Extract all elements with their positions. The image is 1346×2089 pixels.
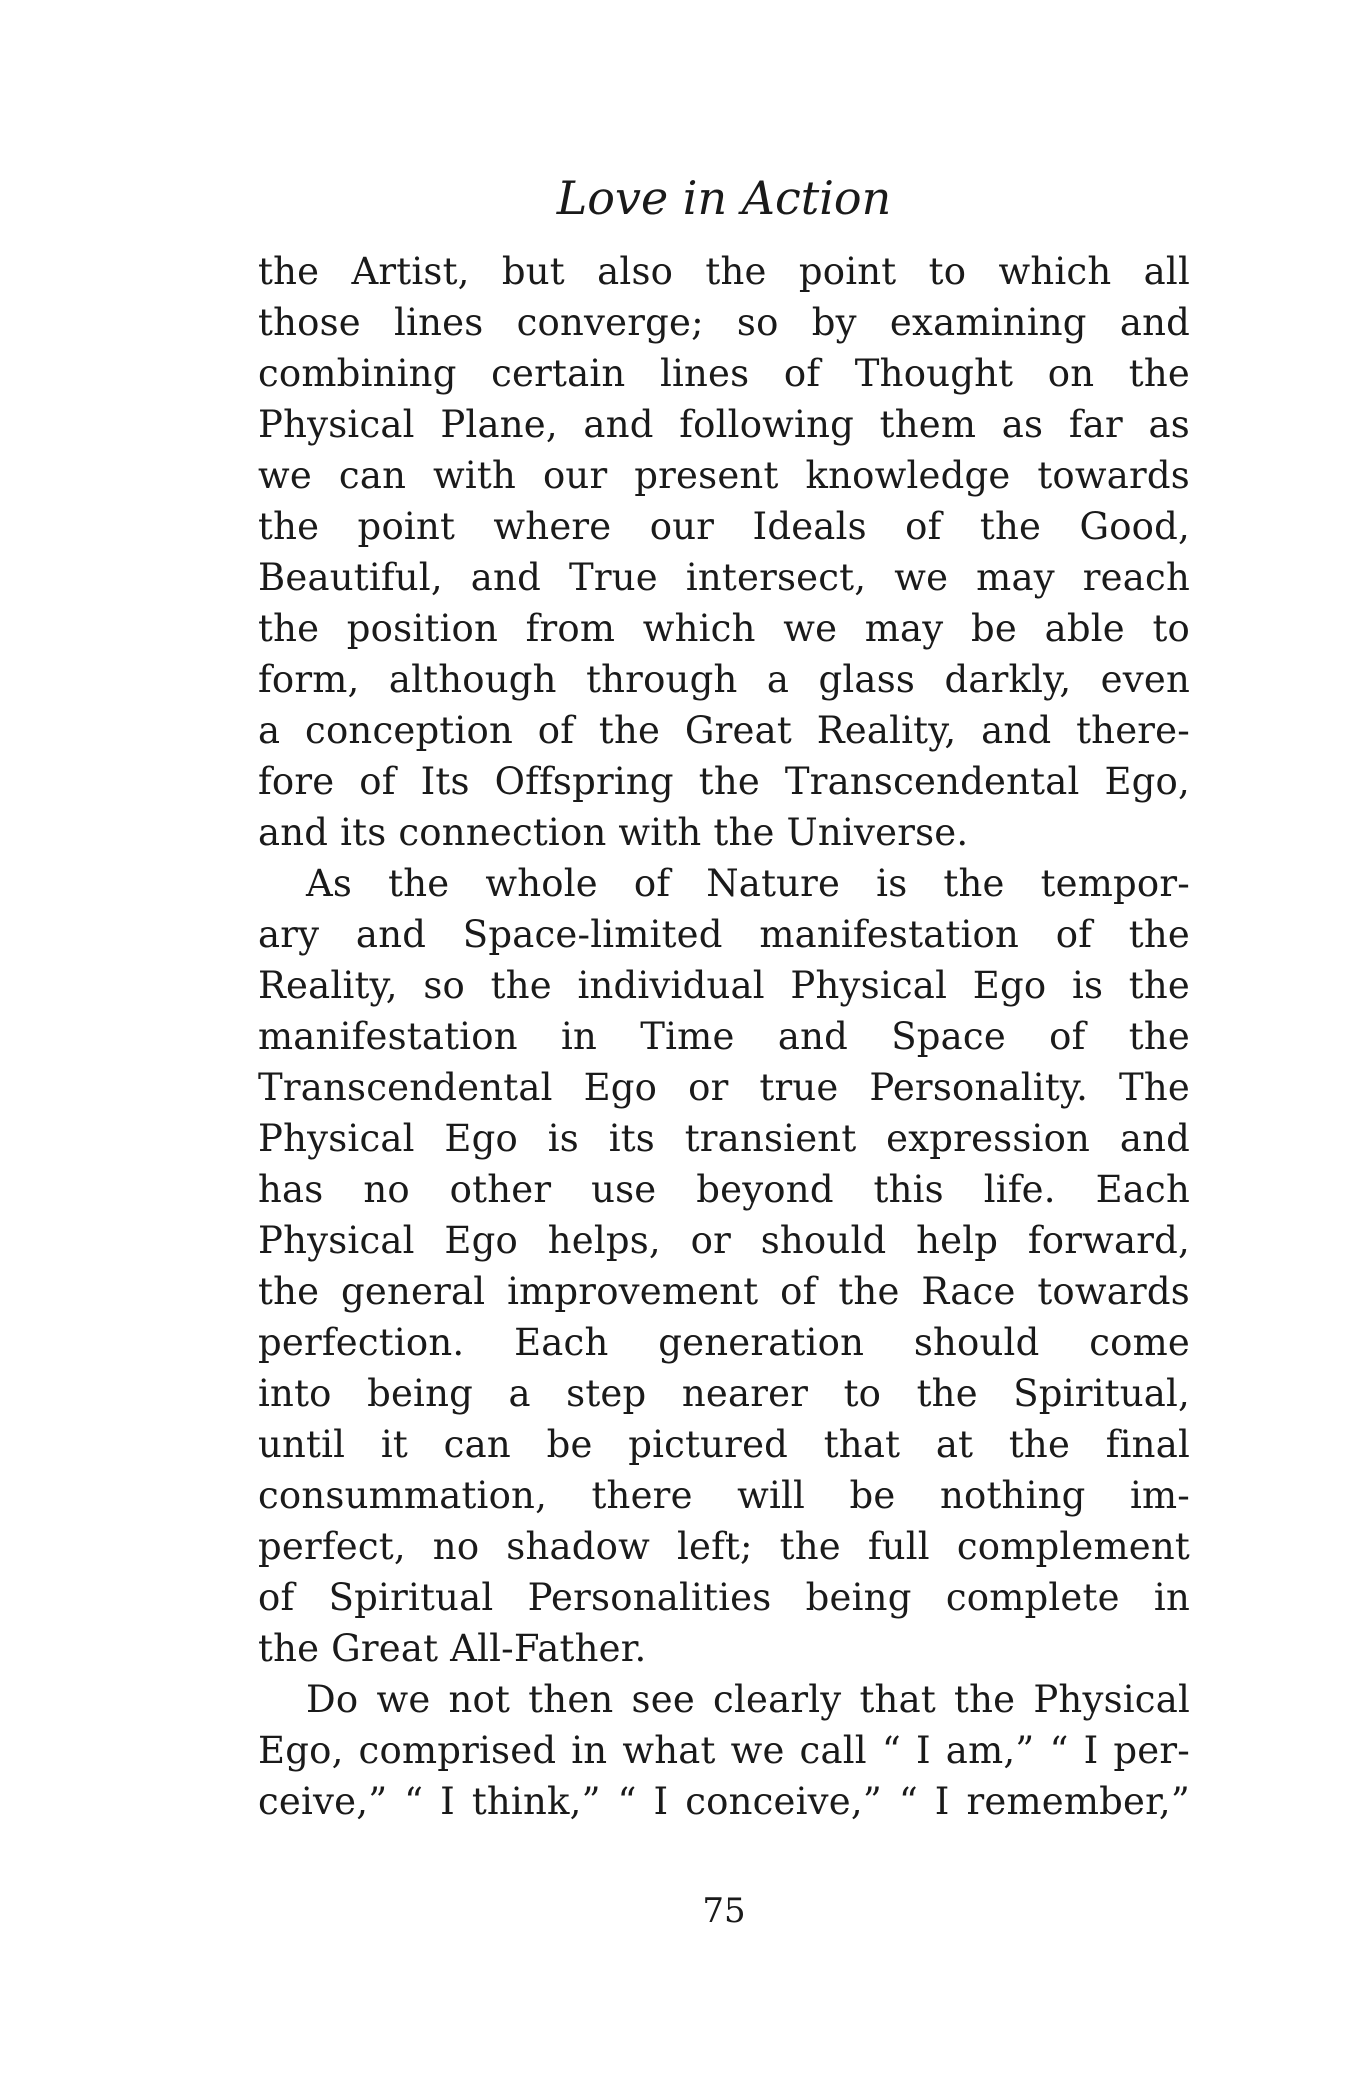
text-line: until it can be pictured that at the final [258, 1423, 1190, 1466]
text-line: Physical Ego is its transient expression and [258, 1117, 1190, 1160]
text-line: the general improvement of the Race towards [258, 1270, 1190, 1313]
body-text [258, 246, 1190, 1827]
page-number: 75 [702, 1891, 746, 1931]
text-line: fore of Its Offspring the Transcendental Ego, [258, 760, 1190, 803]
text-line: Physical Ego helps, or should help forward, [258, 1219, 1190, 1262]
text-line: ary and Space-limited manifestation of the [258, 913, 1190, 956]
text-line: Physical Plane, and following them as far as [258, 403, 1190, 446]
text-line: perfect, no shadow left; the full complement [258, 1525, 1190, 1568]
text-line: consummation, there will be nothing im- [258, 1474, 1190, 1517]
text-line: a conception of the Great Reality, and there- [258, 709, 1190, 752]
text-line: As the whole of Nature is the tempor- [306, 862, 1190, 905]
paragraph-3 [258, 1674, 1190, 1827]
text-line: Ego, comprised in what we call “ I am,” “ I per- [258, 1729, 1190, 1772]
text-line: Beautiful, and True intersect, we may reach [258, 556, 1190, 599]
text-line: the Artist, but also the point to which all [258, 250, 1190, 293]
text-line: and its connection with the Universe. [258, 811, 969, 854]
text-line: Transcendental Ego or true Personality. The [258, 1066, 1190, 1109]
text-line: form, although through a glass darkly, even [258, 658, 1190, 701]
text-line: manifestation in Time and Space of the [258, 1015, 1190, 1058]
text-line: Reality, so the individual Physical Ego is the [258, 964, 1190, 1007]
text-line: has no other use beyond this life. Each [258, 1168, 1190, 1211]
text-line: we can with our present knowledge towards [258, 454, 1190, 497]
text-line: into being a step nearer to the Spiritual, [258, 1372, 1190, 1415]
paragraph-1 [258, 246, 1190, 858]
paragraph-2 [258, 858, 1190, 1674]
text-line: the Great All-Father. [258, 1627, 647, 1670]
text-line: those lines converge; so by examining and [258, 301, 1190, 344]
running-title: Love in Action [556, 171, 892, 225]
text-line: Do we not then see clearly that the Physical [306, 1678, 1190, 1721]
text-line: ceive,” “ I think,” “ I conceive,” “ I remember,” [258, 1780, 1190, 1823]
text-line: combining certain lines of Thought on the [258, 352, 1190, 395]
text-line: the position from which we may be able to [258, 607, 1190, 650]
text-line: perfection. Each generation should come [258, 1321, 1190, 1364]
text-line: the point where our Ideals of the Good, [258, 505, 1190, 548]
text-line: of Spiritual Personalities being complete in [258, 1576, 1190, 1619]
